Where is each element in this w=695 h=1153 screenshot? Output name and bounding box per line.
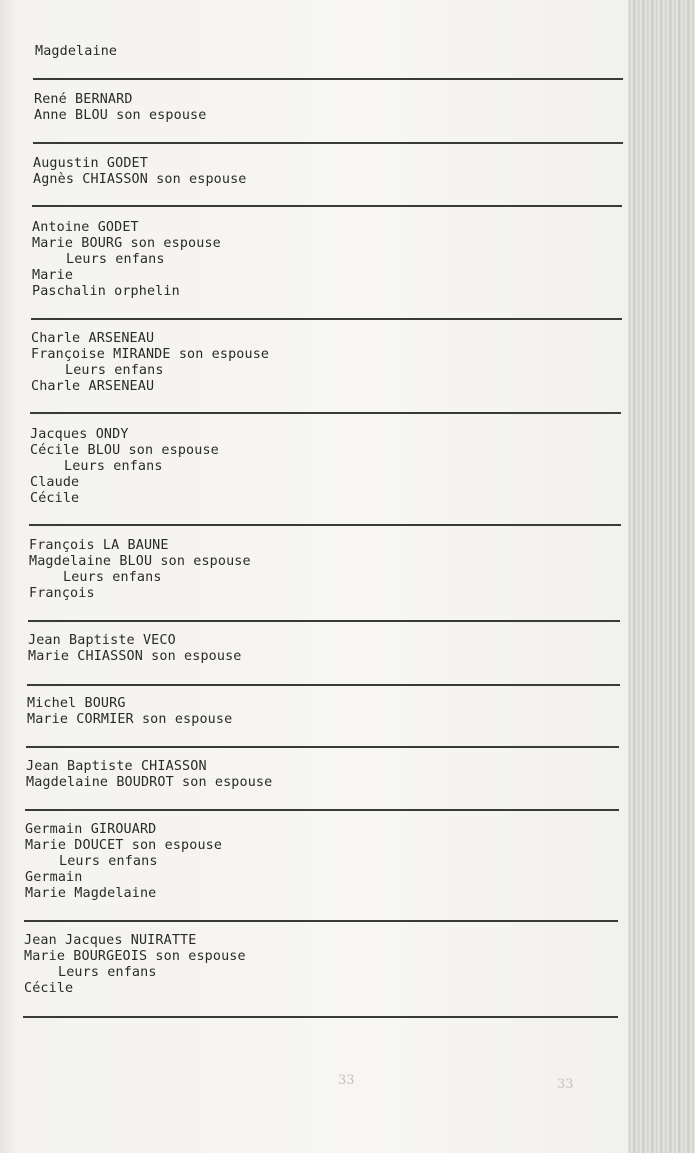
entry-block <box>30 427 219 507</box>
separator-line <box>28 620 620 622</box>
entry-line: Marie CHIASSON son espouse <box>28 648 242 664</box>
entry-block <box>24 933 246 997</box>
entry-line: Françoise MIRANDE son espouse <box>31 346 270 362</box>
entry-line: Cécile <box>24 980 74 996</box>
entry-line: Jacques ONDY <box>30 427 129 442</box>
entry-line: Magdelaine <box>35 44 118 59</box>
entry-line: Marie BOURGEOIS son espouse <box>24 948 246 964</box>
entry-block <box>27 696 232 728</box>
entry-line: François LA BAUNE <box>29 538 169 553</box>
separator-line <box>32 205 622 207</box>
entry-line: Anne BLOU son espouse <box>34 107 207 123</box>
separator-line <box>31 318 622 320</box>
entry-line: Charle ARSENEAU <box>31 378 155 394</box>
separator-line <box>27 684 620 686</box>
entry-line: Marie <box>32 267 74 283</box>
entry-line: Michel BOURG <box>27 696 126 711</box>
entry-block <box>28 633 242 665</box>
entry-block <box>25 822 222 902</box>
page-number: 33 <box>338 1073 355 1088</box>
entry-line: Augustin GODET <box>33 156 148 171</box>
entry-line: Claude <box>30 474 80 490</box>
entry-line: Jean Baptiste CHIASSON <box>26 759 207 774</box>
entry-line: Germain <box>25 869 83 885</box>
entry-line: Paschalin orphelin <box>32 283 180 299</box>
separator-line <box>30 412 621 414</box>
entry-block <box>32 220 221 300</box>
entry-block <box>29 538 251 602</box>
entry-line: Marie Magdelaine <box>25 885 157 901</box>
entry-block <box>31 331 269 395</box>
entry-block <box>35 44 117 60</box>
entry-line: Antoine GODET <box>32 220 139 235</box>
entry-line: Jean Jacques NUIRATTE <box>24 933 197 948</box>
entry-line: Charle ARSENEAU <box>31 331 155 346</box>
entry-line: Jean Baptiste VECO <box>28 633 176 648</box>
entry-line: François <box>29 585 95 601</box>
children-heading: Leurs enfans <box>66 251 165 267</box>
entry-line: Agnès CHIASSON son espouse <box>33 171 247 187</box>
entry-block <box>33 156 247 188</box>
separator-line <box>24 920 618 922</box>
separator-line <box>33 78 623 80</box>
entry-line: Magdelaine BOUDROT son espouse <box>26 774 273 790</box>
entry-line: Marie DOUCET son espouse <box>25 837 223 853</box>
children-heading: Leurs enfans <box>65 362 164 378</box>
entry-block <box>26 759 272 791</box>
separator-line <box>26 746 619 748</box>
entry-line: Magdelaine BLOU son espouse <box>29 553 251 569</box>
page-stack-edge <box>628 0 695 1153</box>
entry-line: Marie CORMIER son espouse <box>27 711 233 727</box>
entry-line: Marie BOURG son espouse <box>32 235 221 251</box>
separator-line <box>25 809 619 811</box>
separator-line <box>23 1016 618 1018</box>
children-heading: Leurs enfans <box>59 853 158 869</box>
children-heading: Leurs enfans <box>58 964 157 980</box>
entry-line: René BERNARD <box>34 92 133 107</box>
entry-line: Cécile BLOU son espouse <box>30 442 219 458</box>
separator-line <box>33 142 623 144</box>
entry-line: Cécile <box>30 490 80 506</box>
page-number-faint: 33 <box>557 1077 574 1092</box>
children-heading: Leurs enfans <box>64 458 163 474</box>
entry-line: Germain GIROUARD <box>25 822 157 837</box>
children-heading: Leurs enfans <box>63 569 162 585</box>
entry-block <box>34 92 206 124</box>
separator-line <box>29 524 621 526</box>
